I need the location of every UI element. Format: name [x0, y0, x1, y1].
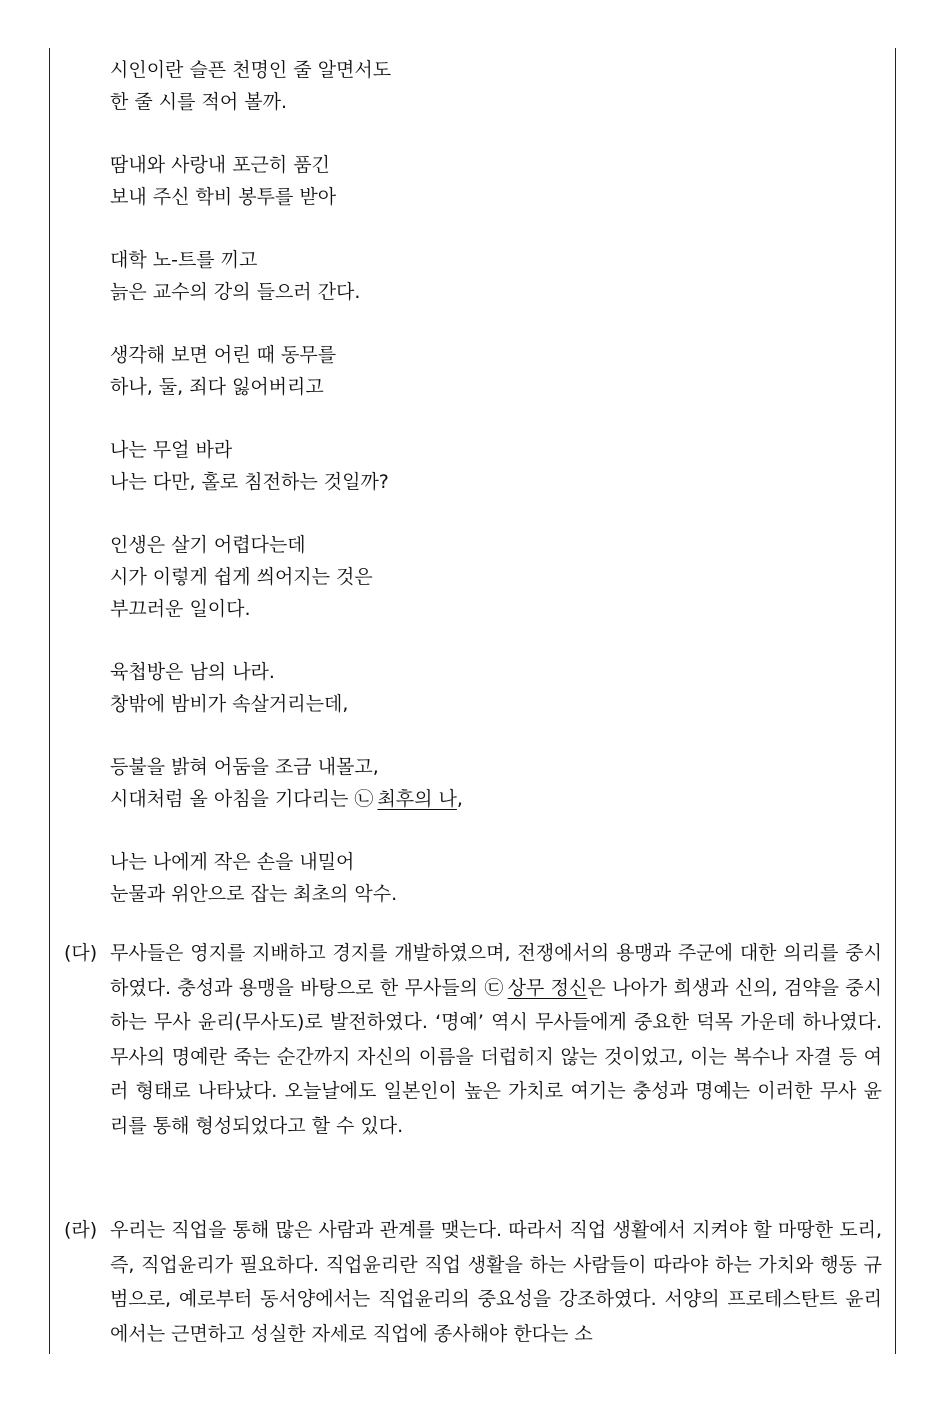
poem [110, 54, 870, 941]
poem-line: 인생은 살기 어렵다는데 [110, 534, 306, 556]
poem-line: 땀내와 사랑내 포근히 품긴 [110, 154, 331, 176]
paragraph-body: 우리는 직업을 통해 많은 사람과 관계를 맺는다. 따라서 직업 생활에서 지켜야 할 마땅한 도리, 즉, 직업윤리가 필요하다. 직업윤리란 직업 생활을 하는 사람들이 따라야 하는 가치와 행동 규범으로, 예로부터 동서양에서는 직업윤리의 중요성을 강조하였다. 서양의 프로테스탄트 윤리에서는 근면하고 성실한 자세로 직업에 종사해야 한다는 소 [110, 1219, 882, 1345]
poem-line: 눈물과 위안으로 잡는 최초의 악수. [110, 883, 398, 905]
poem-line: 한 줄 시를 적어 볼까. [110, 91, 288, 113]
poem-line: 창밖에 밤비가 속살거리는데, [110, 693, 349, 715]
poem-line: 시가 이렇게 쉽게 씌어지는 것은 [110, 566, 373, 588]
stanza-1 [110, 54, 870, 118]
poem-line: 육첩방은 남의 나라. [110, 661, 275, 683]
stanza-5 [110, 434, 870, 498]
poem-line: 늙은 교수의 강의 들으러 간다. [110, 281, 361, 303]
stanza-4 [110, 339, 870, 403]
underlined-phrase: 상무 정신 [507, 976, 588, 999]
paragraph-marker: (라) [64, 1219, 98, 1241]
poem-line: 나는 다만, 홀로 침전하는 것일까? [110, 471, 389, 493]
paragraph-text-before: 무사들은 영지를 지배하고 경지를 개발하였으며, 전쟁에서의 용맹과 주군에 대한 의리를 중시하였다. 충성과 용맹을 바탕으로 한 무사들의 [110, 942, 882, 999]
paragraph-marker: (다) [64, 942, 98, 964]
paragraph-body [110, 936, 882, 1143]
poem-line: 등불을 밝혀 어둠을 조금 내몰고, [110, 756, 379, 778]
poem-line: 생각해 보면 어린 때 동무를 [110, 344, 337, 366]
poem-line: 하나, 둘, 죄다 잃어버리고 [110, 376, 324, 398]
circled-marker-c: ㉢ [484, 976, 504, 999]
circled-marker-b: ㉡ [354, 788, 374, 810]
paragraph-ra [64, 1213, 882, 1351]
poem-line-marked [110, 783, 870, 815]
poem-line: 나는 무얼 바라 [110, 439, 233, 461]
poem-line: 부끄러운 일이다. [110, 598, 251, 620]
stanza-8 [110, 751, 870, 815]
stanza-2 [110, 149, 870, 213]
paragraph-text-after: 은 나아가 희생과 신의, 검약을 중시하는 무사 윤리(무사도)로 발전하였다. ‘명예’ 역시 무사들에게 중요한 덕목 가운데 하나였다. 무사의 명예란 죽는 순간까지 자신의 이름을 더럽히지 않는 것이었고, 이는 복수나 자결 등 여러 형태로 나타났다. 오늘날에도 일본인이 높은 가치로 여기는 충성과 명예는 이러한 무사 윤리를 통해 형성되었다고 할 수 있다. [110, 976, 882, 1137]
stanza-3 [110, 244, 870, 308]
stanza-7 [110, 656, 870, 720]
underlined-phrase: 최후의 나 [377, 788, 457, 810]
poem-line: 보내 주신 학비 봉투를 받아 [110, 186, 337, 208]
poem-line: 대학 노-트를 끼고 [110, 249, 258, 271]
poem-line: 나는 나에게 작은 손을 내밀어 [110, 851, 355, 873]
stanza-9 [110, 846, 870, 910]
right-border-rule [895, 48, 896, 1354]
poem-line-text: 시대처럼 올 아침을 기다리는 [110, 788, 355, 810]
trailing-punctuation: , [456, 788, 463, 810]
left-border-rule [49, 48, 50, 1354]
paragraph-da [64, 936, 882, 1143]
stanza-6 [110, 529, 870, 625]
poem-line: 시인이란 슬픈 천명인 줄 알면서도 [110, 59, 392, 81]
